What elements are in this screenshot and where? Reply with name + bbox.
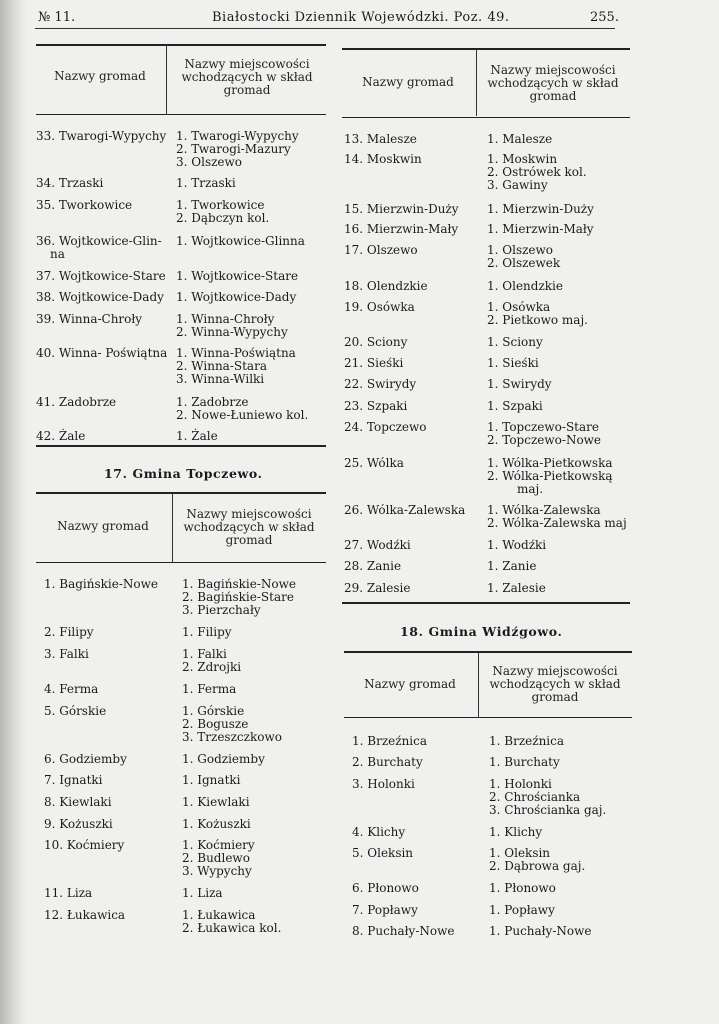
- gromada-name: 6. Płonowo: [352, 881, 419, 895]
- village-list: [487, 421, 601, 447]
- village-list: [487, 560, 536, 573]
- village-name: 1. Sciony: [487, 335, 543, 349]
- village-list: [487, 153, 587, 192]
- gromada-name: 25. Wólka: [344, 456, 404, 470]
- gromada-name-continued: na: [50, 247, 65, 261]
- village-name: 2. Wólka-Pietkowską: [487, 469, 613, 483]
- village-name: 1. Wodźki: [487, 538, 547, 552]
- village-list: [487, 582, 546, 595]
- gromada-name: 17. Olszewo: [344, 243, 418, 257]
- gromada-name: 26. Wólka-Zalewska: [344, 503, 466, 517]
- gromada-name: 4. Klichy: [352, 825, 406, 839]
- village-name: 1. Zadobrze: [176, 395, 249, 409]
- village-name: 1. Twarogi-Wypychy: [176, 129, 299, 143]
- page-binding-shadow: [0, 0, 26, 1024]
- village-list: [182, 839, 255, 878]
- village-name: 1. Górskie: [182, 704, 245, 718]
- col-header-gromady: Nazwy gromad: [54, 69, 146, 83]
- village-list: [489, 756, 560, 769]
- gromada-name: 20. Sciony: [344, 335, 408, 349]
- village-name: 1. Holonki: [489, 777, 552, 791]
- village-name: 1. Oleksin: [489, 846, 551, 860]
- header-bottom-rule: [344, 717, 632, 718]
- gromada-name: 40. Winna- Poświątna: [36, 346, 168, 360]
- gromada-name: 23. Szpaki: [344, 399, 408, 413]
- village-list: [489, 735, 564, 748]
- village-name: 3. Trzeszczkowo: [182, 730, 282, 744]
- village-name: 1. Wólka-Pietkowska: [487, 456, 613, 470]
- village-list: [487, 357, 539, 370]
- village-name: 3. Winna-Wilki: [176, 372, 265, 386]
- village-list: [489, 778, 606, 817]
- village-name: 1. Płonowo: [489, 881, 556, 895]
- village-list: [182, 578, 296, 617]
- village-name: 1. Klichy: [489, 825, 543, 839]
- col-header-gromady: Nazwy gromad: [364, 677, 456, 691]
- village-list: [176, 313, 288, 339]
- village-list: [176, 270, 298, 283]
- village-name: 1. Osówka: [487, 300, 551, 314]
- village-list: [182, 796, 250, 809]
- village-name: 2. Winna-Stara: [176, 359, 267, 373]
- table-bottom-rule: [36, 445, 326, 447]
- gromada-name: 8. Kiewlaki: [44, 795, 112, 809]
- gromada-name: 33. Twarogi-Wypychy: [36, 129, 167, 143]
- gromada-name: 14. Moskwin: [344, 152, 422, 166]
- gromada-name: 2. Burchaty: [352, 755, 423, 769]
- village-list: [182, 753, 265, 766]
- gromada-name: 37. Wojtkowice-Stare: [36, 269, 166, 283]
- village-name: 1. Brzeźnica: [489, 734, 565, 748]
- village-list: [182, 909, 281, 935]
- gromada-name: 18. Olendzkie: [344, 279, 428, 293]
- gromada-name: 27. Wodźki: [344, 538, 411, 552]
- gromada-name: 5. Górskie: [44, 704, 107, 718]
- village-list: [182, 648, 241, 674]
- village-list: [176, 291, 296, 304]
- page-number: 255.: [590, 10, 619, 25]
- village-name: 2. Winna-Wypychy: [176, 325, 288, 339]
- village-name: 2. Ostrówek kol.: [487, 165, 587, 179]
- village-name: 2. Łukawica kol.: [182, 921, 282, 935]
- village-name: 2. Nowe-Łuniewo kol.: [176, 408, 309, 422]
- village-list: [176, 347, 296, 386]
- gromada-name: 9. Kożuszki: [44, 817, 113, 831]
- village-name: 1. Popławy: [489, 903, 555, 917]
- village-list: [489, 904, 555, 917]
- village-list: [182, 887, 223, 900]
- village-name: 2. Topczewo-Nowe: [487, 433, 602, 447]
- gromada-name: 39. Winna-Chroły: [36, 312, 143, 326]
- gromada-name: 4. Ferma: [44, 682, 99, 696]
- gromada-name: 6. Godziemby: [44, 752, 127, 766]
- gromada-name: 21. Sieśki: [344, 356, 404, 370]
- village-name: 1. Winna-Chroły: [176, 312, 275, 326]
- village-name: 1. Topczewo-Stare: [487, 420, 599, 434]
- village-list: [489, 882, 556, 895]
- village-name: 3. Pierzchały: [182, 603, 261, 617]
- gromada-name: 35. Tworkowice: [36, 198, 133, 212]
- gromada-name: 19. Osówka: [344, 300, 415, 314]
- village-name: 1. Żale: [176, 429, 218, 443]
- village-name: 1. Ferma: [182, 682, 237, 696]
- village-name: 1. Burchaty: [489, 755, 560, 769]
- village-name: 2. Pietkowo maj.: [487, 313, 588, 327]
- village-list: [487, 203, 594, 216]
- gromada-name: 34. Trzaski: [36, 176, 104, 190]
- village-name: 1. Falki: [182, 647, 227, 661]
- village-name: 1. Zanie: [487, 559, 537, 573]
- village-name: 1. Swirydy: [487, 377, 552, 391]
- village-name: 1. Godziemby: [182, 752, 265, 766]
- village-name: 2. Zdrojki: [182, 660, 242, 674]
- col-header-gromady: Nazwy gromad: [362, 75, 454, 89]
- column-divider: [476, 50, 477, 116]
- column-divider: [478, 653, 479, 717]
- gromada-name: 22. Swirydy: [344, 377, 417, 391]
- table-top-rule: [36, 492, 326, 494]
- gromada-name: 10. Koćmiery: [44, 838, 125, 852]
- gromada-name: 29. Zalesie: [344, 581, 411, 595]
- gmina-17-heading: 17. Gmina Topczewo.: [104, 466, 263, 481]
- village-list: [176, 430, 218, 443]
- village-name: 3. Gawiny: [487, 178, 548, 192]
- village-name: 1. Tworkowice: [176, 198, 265, 212]
- village-name: 1. Sieśki: [487, 356, 539, 370]
- village-name: 1. Wojtkowice-Stare: [176, 269, 299, 283]
- village-list: [182, 626, 232, 639]
- gromada-name: 3. Falki: [44, 647, 89, 661]
- village-list: [487, 400, 543, 413]
- village-list: [176, 199, 269, 225]
- gmina-18-heading: 18. Gmina Widźgowo.: [400, 624, 563, 639]
- col-header-villages: Nazwy miejscowości wchodzących w skład gromad: [487, 63, 619, 103]
- village-name: 1. Kiewlaki: [182, 795, 250, 809]
- village-list: [176, 396, 308, 422]
- village-list: [487, 301, 588, 327]
- village-name: 2. Olszewek: [487, 256, 561, 270]
- village-name: 1. Ignatki: [182, 773, 241, 787]
- gromada-name: 7. Ignatki: [44, 773, 103, 787]
- village-list: [489, 826, 542, 839]
- table-top-rule: [36, 44, 326, 46]
- village-name: 1. Mierzwin-Duży: [487, 202, 594, 216]
- gromada-name: 7. Popławy: [352, 903, 418, 917]
- gromada-name: 8. Puchały-Nowe: [352, 924, 455, 938]
- header-bottom-rule: [36, 114, 326, 115]
- col-header-gromady: Nazwy gromad: [57, 519, 149, 533]
- gromada-name: 38. Wojtkowice-Dady: [36, 290, 164, 304]
- village-list: [487, 457, 613, 496]
- village-name: 1. Filipy: [182, 625, 232, 639]
- village-name: 1. Puchały-Nowe: [489, 924, 592, 938]
- village-name: 3. Chrościanka gaj.: [489, 803, 607, 817]
- gromada-name: 12. Łukawica: [44, 908, 126, 922]
- table-top-rule: [344, 651, 632, 653]
- col-header-villages: Nazwy miejscowości wchodzących w skład gromad: [181, 57, 313, 97]
- village-name: 1. Koćmiery: [182, 838, 255, 852]
- gromada-name: 36. Wojtkowice-Glin-: [36, 234, 162, 248]
- village-name: 1. Mierzwin-Mały: [487, 222, 594, 236]
- village-list: [182, 774, 241, 787]
- gromada-name: 1. Bagińskie-Nowe: [44, 577, 159, 591]
- village-name: 3. Olszewo: [176, 155, 243, 169]
- gromada-name: 41. Zadobrze: [36, 395, 117, 409]
- village-name: 1. Wojtkowice-Dady: [176, 290, 297, 304]
- gromada-name: 1. Brzeźnica: [352, 734, 428, 748]
- village-list: [487, 504, 627, 530]
- village-name: 1. Olszewo: [487, 243, 554, 257]
- gromada-name: 15. Mierzwin-Duży: [344, 202, 459, 216]
- gromada-name: 2. Filipy: [44, 625, 94, 639]
- header-bottom-rule: [36, 562, 326, 563]
- header-bottom-rule: [342, 117, 630, 118]
- village-name: 1. Zalesie: [487, 581, 546, 595]
- table-top-rule: [342, 48, 630, 50]
- header-rule: [35, 28, 615, 29]
- gromada-name: 28. Zanie: [344, 559, 402, 573]
- gromada-name: 5. Oleksin: [352, 846, 414, 860]
- village-name: 2. Bogusze: [182, 717, 249, 731]
- village-list: [182, 705, 282, 744]
- village-list: [489, 925, 592, 938]
- village-name: 1. Wólka-Zalewska: [487, 503, 601, 517]
- village-name: 2. Dąbczyn kol.: [176, 211, 270, 225]
- village-list: [489, 847, 585, 873]
- village-list: [182, 818, 251, 831]
- gromada-name: 3. Holonki: [352, 777, 415, 791]
- village-list: [487, 280, 563, 293]
- village-name: 2. Budlewo: [182, 851, 250, 865]
- col-header-villages: Nazwy miejscowości wchodzących w skład gromad: [489, 664, 621, 704]
- village-list: [487, 336, 543, 349]
- village-name: 1. Trzaski: [176, 176, 236, 190]
- village-list: [487, 244, 560, 270]
- village-list: [487, 539, 546, 552]
- village-list: [487, 378, 552, 391]
- village-name: 1. Olendzkie: [487, 279, 563, 293]
- village-name: 1. Liza: [182, 886, 223, 900]
- village-name: 3. Wypychy: [182, 864, 252, 878]
- village-name: 1. Szpaki: [487, 399, 543, 413]
- journal-title: Białostocki Dziennik Wojewódzki. Poz. 49.: [212, 10, 510, 25]
- gromada-name: 42. Żale: [36, 429, 86, 443]
- issue-number: № 11.: [38, 10, 76, 25]
- village-name: maj.: [517, 482, 544, 496]
- village-name: 1. Bagińskie-Nowe: [182, 577, 297, 591]
- village-list: [487, 223, 594, 236]
- village-name: 1. Łukawica: [182, 908, 256, 922]
- village-name: 1. Wojtkowice-Glinna: [176, 234, 305, 248]
- village-list: [176, 130, 299, 169]
- village-name: 1. Moskwin: [487, 152, 558, 166]
- table-bottom-rule: [342, 602, 630, 604]
- gromada-name: 24. Topczewo: [344, 420, 427, 434]
- village-list: [487, 133, 552, 146]
- village-list: [176, 235, 305, 248]
- village-name: 2. Chrościanka: [489, 790, 581, 804]
- village-name: 2. Dąbrowa gaj.: [489, 859, 586, 873]
- village-name: 2. Bagińskie-Stare: [182, 590, 294, 604]
- village-list: [176, 177, 236, 190]
- village-list: [182, 683, 236, 696]
- village-name: 1. Kożuszki: [182, 817, 251, 831]
- village-name: 2. Wólka-Zalewska maj: [487, 516, 627, 530]
- col-header-villages: Nazwy miejscowości wchodzących w skład gromad: [183, 507, 315, 547]
- village-name: 1. Winna-Poświątna: [176, 346, 296, 360]
- gromada-name: 13. Malesze: [344, 132, 417, 146]
- village-name: 2. Twarogi-Mazury: [176, 142, 291, 156]
- column-divider: [172, 494, 173, 562]
- gromada-name: 11. Liza: [44, 886, 93, 900]
- village-name: 1. Malesze: [487, 132, 553, 146]
- gromada-name: 16. Mierzwin-Mały: [344, 222, 459, 236]
- column-divider: [166, 46, 167, 114]
